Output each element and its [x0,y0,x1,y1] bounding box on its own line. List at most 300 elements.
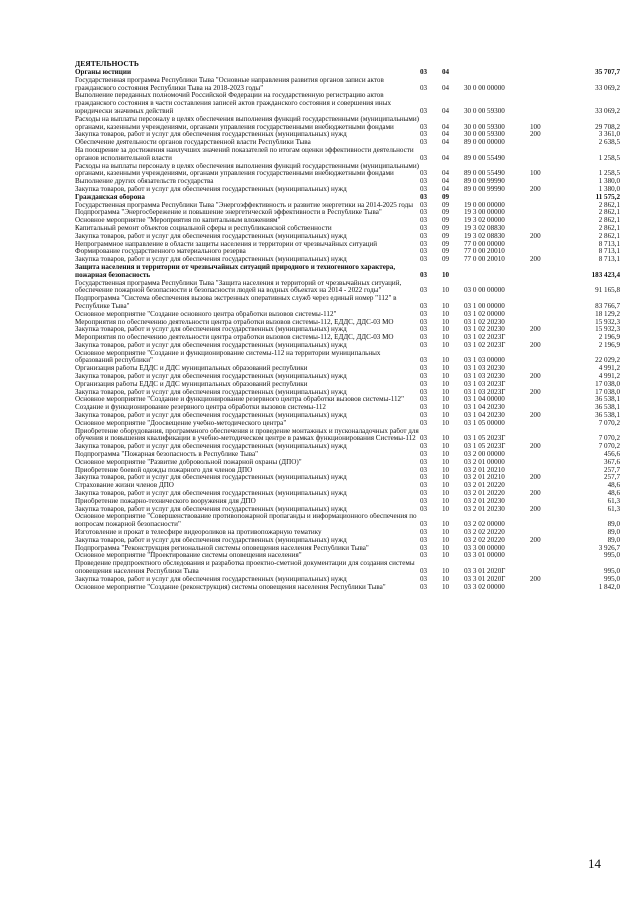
row-target-article: 89 0 00 55490 [464,153,505,162]
row-target-article: 77 0 00 20010 [464,248,505,256]
row-section: 03 [420,178,428,186]
row-expense-type [530,139,556,147]
row-target-article: 19 0 00 00000 [464,201,505,209]
row-expense-type [530,319,556,327]
row-section: 03 [420,193,428,201]
table-row [75,342,620,350]
row-name: Основное мероприятие "Доосвещение учебно-методического центра" [75,419,287,427]
row-target-article: 03 2 02 20220 [464,529,505,537]
row-expense-type [530,350,556,366]
row-section: 03 [420,490,428,498]
row-amount: 4 991,2 [598,365,620,373]
row-name: Органы юстиции [75,69,132,76]
row-section: 03 [420,482,428,490]
table-row [75,365,620,373]
table-row [75,256,620,264]
row-expense-type [530,498,556,506]
row-name: Основное мероприятие "Создание (реконструкция) системы оповещения населения Республики Тыва" [75,583,386,591]
row-amount: 8 713,1 [598,240,620,248]
row-subsection: 10 [442,419,450,427]
row-amount: 995,0 [604,567,620,575]
row-amount: 89,0 [607,536,620,544]
row-expense-type [530,482,556,490]
row-name: На поощрение за достижения наилучших значений показателей по итогам оценки эффективности деятельности органов исполнительной власти [75,146,414,162]
row-section: 03 [420,185,428,193]
row-target-article: 03 3 01 2020Г [464,567,506,575]
row-target-article: 03 3 01 00000 [464,552,505,560]
row-target-article: 30 0 00 59300 [464,131,505,139]
row-section: 03 [420,380,428,388]
row-section: 03 [420,536,428,544]
row-amount: 2 862,1 [598,232,620,240]
row-expense-type [530,420,556,428]
row-expense-type: 100 [530,122,541,131]
row-subsection: 10 [442,270,450,279]
row-subsection: 04 [442,69,450,76]
row-name: Закупка товаров, работ и услуг для обеспечения государственных (муниципальных) нужд [75,232,347,240]
table-row [75,498,620,506]
row-subsection: 04 [442,83,450,92]
row-expense-type [530,178,556,186]
table-row [75,233,620,241]
row-name: Изготовление и прокат в телесфире видеороликов на противопожарную тематику [75,529,322,537]
row-section: 03 [420,497,428,505]
row-target-article: 03 1 03 20230 [464,365,505,373]
row-section: 03 [420,232,428,240]
row-target-article: 89 0 00 55490 [464,169,505,178]
row-name: Закупка товаров, работ и услуг для обеспечения государственных (муниципальных) нужд [75,256,347,264]
row-amount: 3 361,0 [598,131,620,139]
row-amount: 1 380,0 [598,185,620,193]
row-amount: 257,7 [604,466,620,474]
row-expense-type [530,396,556,404]
row-subsection: 10 [442,326,450,334]
row-section: 03 [420,139,428,147]
row-amount: 61,3 [607,497,620,505]
row-target-article: 03 3 00 00000 [464,544,505,552]
table-row [75,241,620,249]
row-subsection: 10 [442,458,450,466]
row-target-article: 89 0 00 99990 [464,185,505,193]
row-subsection: 10 [442,490,450,498]
row-expense-type [530,264,556,280]
row-section: 03 [420,248,428,256]
row-amount: 89,0 [607,529,620,537]
row-section: 03 [420,341,428,349]
row-expense-type [530,280,556,296]
row-target-article: 30 0 00 59300 [464,122,505,131]
table-row [75,264,620,280]
row-section: 03 [420,326,428,334]
row-target-article: 89 0 00 00000 [464,139,505,147]
row-section: 03 [420,552,428,560]
table-row [75,209,620,217]
row-expense-type [530,194,556,202]
table-row [75,490,620,498]
row-subsection: 04 [442,122,450,131]
row-target-article: 03 1 05 2023Г [464,434,506,443]
table-row [75,404,620,412]
row-section: 03 [420,256,428,264]
row-subsection: 10 [442,404,450,412]
table-row [75,334,620,342]
row-section: 03 [420,575,428,583]
row-amount: 35 707,7 [595,69,620,76]
row-section: 03 [420,373,428,381]
row-subsection: 04 [442,131,450,139]
table-row [75,560,620,576]
row-expense-type: 200 [530,131,541,139]
row-subsection: 04 [442,178,450,186]
row-section: 03 [420,169,428,178]
row-amount: 2 196,9 [598,334,620,342]
row-expense-type [530,77,556,93]
row-amount: 2 638,5 [598,139,620,147]
table-row [75,529,620,537]
section-heading: ДЕЯТЕЛЬНОСТЬ [75,59,139,68]
row-amount: 15 932,3 [595,326,620,334]
row-expense-type: 200 [530,185,541,193]
row-section: 03 [420,443,428,451]
row-amount: 367,6 [604,458,620,466]
row-target-article: 03 2 01 20220 [464,490,505,498]
row-section: 03 [420,365,428,373]
row-expense-type [530,241,556,249]
row-target-article: 19 3 02 00000 [464,217,505,225]
row-target-article: 03 1 02 2023Г [464,334,506,342]
table-row [75,147,620,163]
row-expense-type [530,311,556,319]
row-subsection: 10 [442,396,450,404]
row-amount: 36 538,1 [595,404,620,412]
row-amount: 36 538,1 [595,412,620,420]
row-amount: 1 258,5 [598,153,620,162]
table-row [75,451,620,459]
row-section: 03 [420,69,428,76]
table-row [75,295,620,311]
table-row [75,467,620,475]
row-subsection: 10 [442,365,450,373]
row-amount: 8 713,1 [598,248,620,256]
row-expense-type: 200 [530,232,541,240]
row-target-article: 03 2 02 20220 [464,536,505,544]
row-name: Обеспечение деятельности органов государственной власти Республики Тыва [75,139,311,147]
row-target-article: 03 2 00 00000 [464,451,505,459]
table-row [75,482,620,490]
row-section: 03 [420,301,428,310]
row-expense-type: 200 [530,256,541,264]
row-amount: 15 932,3 [595,318,620,326]
table-row [75,428,620,444]
table-row [75,194,620,202]
row-name: Основное мероприятие "Развитие добровольной пожарной охраны (ДПО)" [75,458,302,466]
table-row [75,248,620,256]
row-name: Непрограммное направление в области защиты населения и территории от чрезвычайных ситуаций [75,240,378,248]
row-subsection: 10 [442,529,450,537]
row-subsection: 10 [442,567,450,575]
row-expense-type: 200 [530,490,541,498]
row-target-article: 19 3 02 08830 [464,232,505,240]
row-subsection: 04 [442,153,450,162]
row-name: Мероприятия по обеспечению деятельности центра отработки вызовов системы-112, ЕДДС, ДДС-03 МО [75,334,394,342]
row-amount: 2 196,9 [598,341,620,349]
row-target-article: 03 2 01 00000 [464,458,505,466]
row-section: 03 [420,286,428,295]
row-target-article: 03 1 02 2023Г [464,341,506,349]
row-section: 03 [420,505,428,513]
row-name: Гражданская оборона [75,193,145,201]
row-section: 03 [420,318,428,326]
row-subsection: 10 [442,412,450,420]
row-subsection: 09 [442,217,450,225]
table-row [75,163,620,179]
row-section: 03 [420,131,428,139]
row-subsection: 10 [442,451,450,459]
row-section: 03 [420,451,428,459]
row-target-article: 03 1 04 00000 [464,396,505,404]
row-subsection: 10 [442,318,450,326]
row-name: Основное мероприятие "Создание и функционирование резервного центра обработки вызовов системы-112" [75,396,404,404]
row-amount: 1 380,0 [598,178,620,186]
row-name: Страхование жизни членов ДПО [75,482,174,490]
row-expense-type: 200 [530,536,541,544]
row-section: 03 [420,209,428,217]
row-subsection: 10 [442,356,450,365]
row-target-article: 03 1 02 20230 [464,318,505,326]
table-row [75,319,620,327]
row-subsection: 10 [442,286,450,295]
row-subsection: 09 [442,224,450,232]
row-amount: 29 708,2 [595,122,620,131]
table-row [75,396,620,404]
row-amount: 7 070,2 [598,443,620,451]
row-subsection: 04 [442,139,450,147]
table-row [75,178,620,186]
row-section: 03 [420,388,428,396]
row-target-article: 03 1 02 20230 [464,326,505,334]
row-amount: 83 766,7 [595,301,620,310]
row-target-article [464,264,530,280]
table-row [75,443,620,451]
row-amount: 48,6 [607,482,620,490]
row-section: 03 [420,520,428,529]
row-expense-type [530,225,556,233]
row-expense-type [530,428,556,444]
row-section: 03 [420,544,428,552]
row-target-article: 03 1 03 20230 [464,373,505,381]
row-subsection: 09 [442,248,450,256]
row-amount: 1 842,0 [598,583,620,591]
row-amount: 3 926,7 [598,544,620,552]
table-row [75,202,620,210]
row-name: Государственная программа Республики Тыва "Энергоэффективность и развитие энергетики на 2014-2025 годы [75,201,414,209]
row-subsection: 10 [442,434,450,443]
table-row [75,389,620,397]
row-name: Закупка товаров, работ и услуг для обеспечения государственных (муниципальных) нужд [75,443,347,451]
row-subsection: 10 [442,301,450,310]
row-subsection: 09 [442,240,450,248]
row-target-article: 77 0 00 00000 [464,240,505,248]
row-amount: 8 713,1 [598,256,620,264]
row-subsection: 10 [442,552,450,560]
row-expense-type [530,552,556,560]
row-name: Подпрограмма "Реконструкция региональной системы оповещения населения Республики Тыва" [75,544,369,552]
row-section: 03 [420,217,428,225]
row-name: Основное мероприятие "Совершенствование противопожарной пропаганды и информационного обеспечения по вопросам пожарной безопасности" [75,513,417,529]
row-section: 03 [420,529,428,537]
row-name: Подпрограмма "Энергосбережение и повышение энергетической эффективности в Республике Тыва" [75,209,382,217]
row-name: Закупка товаров, работ и услуг для обеспечения государственных (муниципальных) нужд [75,412,347,420]
row-subsection: 10 [442,466,450,474]
table-row [75,506,620,514]
row-subsection: 09 [442,232,450,240]
row-amount: 2 862,1 [598,201,620,209]
row-amount: 36 538,1 [595,396,620,404]
table-row [75,412,620,420]
row-expense-type: 200 [530,443,541,451]
row-name: Закупка товаров, работ и услуг для обеспечения государственных (муниципальных) нужд [75,536,347,544]
row-subsection: 04 [442,185,450,193]
row-expense-type [530,69,556,77]
table-row [75,116,620,132]
row-target-article: 03 1 04 20230 [464,404,505,412]
row-amount: 7 070,2 [598,434,620,443]
row-target-article: 03 1 04 20230 [464,412,505,420]
row-section: 03 [420,458,428,466]
row-expense-type [530,451,556,459]
row-section: 03 [420,240,428,248]
row-expense-type: 200 [530,474,541,482]
row-target-article: 03 1 03 2023Г [464,388,506,396]
row-expense-type: 200 [530,505,541,513]
row-section: 03 [420,201,428,209]
row-target-article: 30 0 00 59300 [464,106,505,115]
row-target-article: 03 1 05 2023Г [464,443,506,451]
row-amount: 456,6 [604,451,620,459]
row-name: Капитальный ремонт объектов социальной сферы и республиканской собственности [75,224,332,232]
row-expense-type [530,202,556,210]
table-row [75,513,620,529]
row-amount: 7 070,2 [598,419,620,427]
table-row [75,373,620,381]
row-expense-type [530,459,556,467]
row-target-article: 03 1 02 00000 [464,310,505,318]
row-target-article: 03 3 02 00000 [464,583,505,591]
row-section: 03 [420,466,428,474]
row-section: 03 [420,567,428,575]
row-section: 03 [420,310,428,318]
row-expense-type: 200 [530,326,541,334]
row-amount: 1 258,5 [598,169,620,178]
row-expense-type [530,529,556,537]
row-expense-type: 100 [530,169,541,178]
table-row [75,474,620,482]
row-target-article: 03 2 01 20230 [464,505,505,513]
row-expense-type [530,147,556,163]
row-section: 03 [420,412,428,420]
row-target-article: 03 0 00 00000 [464,286,505,295]
table-row [75,311,620,319]
row-subsection: 10 [442,310,450,318]
row-name: Государственная программа Республики Тыва "Основные направления развития органов записи актов гражданского состояния Республики Тыва на 2018-2023 годы" [75,76,384,92]
row-subsection: 10 [442,583,450,591]
row-expense-type [530,248,556,256]
row-expense-type [530,365,556,373]
row-section: 03 [420,83,428,92]
row-expense-type [530,545,556,553]
row-name: Закупка товаров, работ и услуг для обеспечения государственных (муниципальных) нужд [75,326,347,334]
row-name: Основное мероприятие "Проектирование системы оповещения населения" [75,552,302,560]
row-expense-type [530,584,556,592]
row-name: Защита населения и территории от чрезвычайных ситуаций природного и техногенного характера, пожарная безопасность [75,263,396,279]
row-name: Формирование государственного материального резерва [75,248,246,256]
row-expense-type [530,404,556,412]
row-section: 03 [420,583,428,591]
row-expense-type: 200 [530,388,541,396]
row-name: Организация работы ЕДДС и ДДС муниципальных образований республики [75,380,308,388]
row-amount: 11 575,2 [595,193,620,201]
row-name: Организация работы ЕДДС и ДДС муниципальных образований республики [75,365,308,373]
row-name: Создание и функционирование резервного центра обработки вызовов системы-112 [75,404,326,412]
row-name: Закупка товаров, работ и услуг для обеспечения государственных (муниципальных) нужд [75,185,347,193]
row-expense-type [530,513,556,529]
row-target-article: 03 2 01 20230 [464,497,505,505]
row-target-article: 03 2 02 00000 [464,520,505,529]
row-name: Основное мероприятие "Создание и функционирование системы-112 на территории муниципальных образований республики" [75,349,381,365]
row-amount: 33 069,2 [595,106,620,115]
row-amount: 2 862,1 [598,209,620,217]
row-expense-type [530,467,556,475]
row-section: 03 [420,419,428,427]
row-amount: 2 862,1 [598,224,620,232]
row-name: Основное мероприятие "Создание основного центра обработки вызовов системы-112" [75,310,337,318]
row-section: 03 [420,434,428,443]
row-section: 03 [420,404,428,412]
row-amount: 995,0 [604,575,620,583]
row-subsection: 10 [442,505,450,513]
row-target-article: 03 2 01 20210 [464,466,505,474]
table-row [75,186,620,194]
budget-table-body [75,69,620,591]
row-section: 03 [420,153,428,162]
row-amount: 17 038,0 [595,388,620,396]
row-target-article: 19 3 02 08830 [464,224,505,232]
row-name: Закупка товаров, работ и услуг для обеспечения государственных (муниципальных) нужд [75,474,347,482]
row-target-article: 03 2 01 20210 [464,474,505,482]
row-section: 03 [420,224,428,232]
row-amount: 4 991,2 [598,373,620,381]
table-row [75,459,620,467]
row-name: Закупка товаров, работ и услуг для обеспечения государственных (муниципальных) нужд [75,341,347,349]
row-section: 03 [420,356,428,365]
table-row [75,420,620,428]
row-name: Закупка товаров, работ и услуг для обеспечения государственных (муниципальных) нужд [75,131,347,139]
row-amount: 18 129,2 [595,310,620,318]
row-subsection: 09 [442,201,450,209]
table-row [75,77,620,93]
budget-table [75,69,620,591]
row-section: 03 [420,474,428,482]
row-expense-type [530,217,556,225]
table-row [75,92,620,115]
row-expense-type: 200 [530,575,541,583]
table-row [75,280,620,296]
row-name: Расходы на выплаты персоналу в целях обеспечения выполнения функций государственными (муниципальными) органами, казенными учреждениями, органами управления государственными внебюджетными фондами [75,162,420,178]
row-target-article: 03 1 00 00000 [464,301,505,310]
table-row [75,326,620,334]
row-section: 03 [420,334,428,342]
row-target-article: 03 1 05 00000 [464,419,505,427]
